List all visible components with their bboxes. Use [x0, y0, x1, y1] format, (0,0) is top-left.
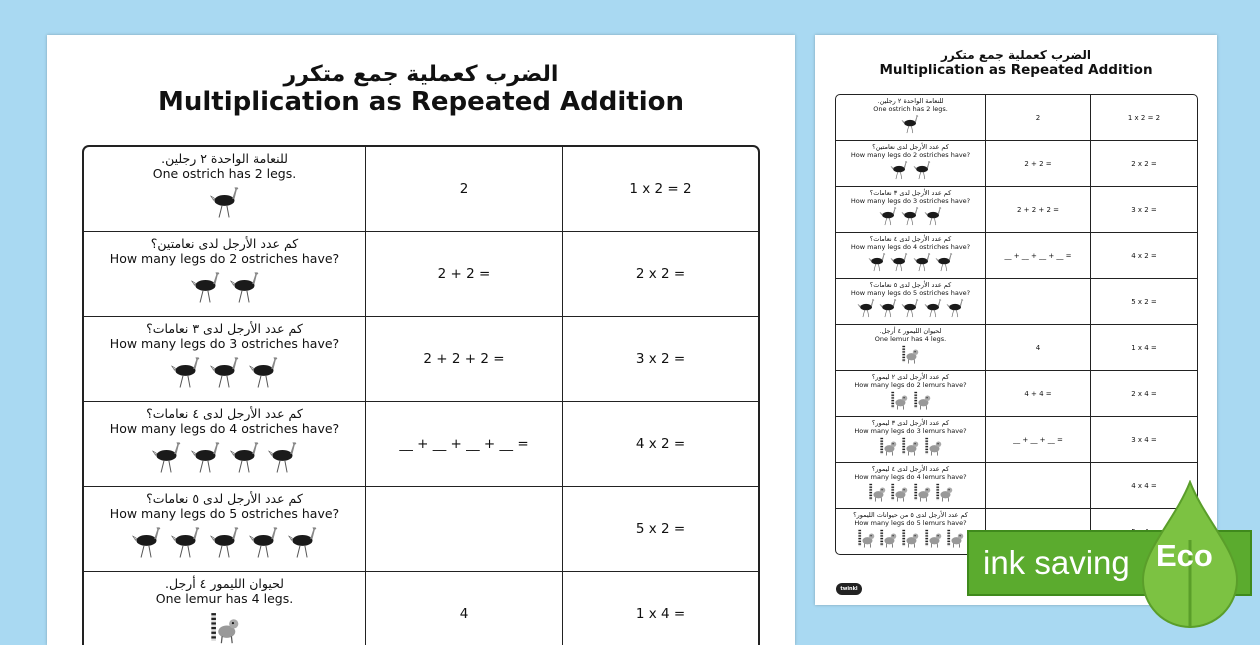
- ostrich-icon: [868, 252, 886, 272]
- preview-table-row: [836, 95, 1197, 141]
- question-cell: [84, 317, 366, 401]
- lemur-icon: [935, 482, 953, 502]
- question-arabic: كم عدد الأرجل لدى ٢ ليمور؟: [836, 373, 985, 381]
- preview-table-row: [836, 187, 1197, 233]
- ostrich-icon: [151, 440, 182, 474]
- question-arabic: للنعامة الواحدة ٢ رجلين.: [84, 151, 365, 166]
- question-cell: [836, 187, 986, 232]
- question-english: One lemur has 4 legs.: [84, 591, 365, 606]
- lemur-icon: [924, 436, 942, 456]
- multiplication-cell: 5 x 2 =: [1091, 279, 1197, 324]
- addition-cell: 4: [366, 572, 563, 645]
- ostrich-icon: [131, 525, 162, 559]
- question-english: One lemur has 4 legs.: [836, 335, 985, 343]
- addition-cell: [986, 463, 1091, 508]
- animal-illustrations: [836, 344, 985, 364]
- multiplication-cell: 2 x 4 =: [1091, 371, 1197, 416]
- question-arabic: كم عدد الأرجل لدى ٣ نعامات؟: [836, 189, 985, 197]
- question-arabic: كم عدد الأرجل لدى ٤ نعامات؟: [84, 406, 365, 421]
- multiplication-cell: 3 x 2 =: [563, 317, 758, 401]
- question-english: One ostrich has 2 legs.: [836, 105, 985, 113]
- lemur-icon: [901, 436, 919, 456]
- animal-illustrations: [836, 252, 985, 272]
- question-english: How many legs do 4 lemurs have?: [836, 473, 985, 481]
- table-row: [84, 232, 758, 317]
- question-arabic: كم عدد الأرجل لدى ٣ نعامات؟: [84, 321, 365, 336]
- addition-cell: [366, 487, 563, 571]
- ostrich-icon: [170, 525, 201, 559]
- preview-table-row: [836, 417, 1197, 463]
- preview-table-row: [836, 371, 1197, 417]
- ostrich-icon: [229, 440, 260, 474]
- ostrich-icon: [890, 160, 908, 180]
- question-cell: [84, 487, 366, 571]
- ostrich-icon: [924, 298, 942, 318]
- question-english: How many legs do 3 lemurs have?: [836, 427, 985, 435]
- lemur-icon: [879, 436, 897, 456]
- question-arabic: كم عدد الأرجل لدى ٣ ليمور؟: [836, 419, 985, 427]
- question-cell: [84, 572, 366, 645]
- ostrich-icon: [913, 252, 931, 272]
- question-arabic: كم عدد الأرجل لدى ٥ من حيوانات الليمور؟: [836, 511, 985, 519]
- animal-illustrations: [84, 270, 365, 304]
- lemur-icon: [890, 482, 908, 502]
- ink-saving-label: ink saving: [983, 544, 1130, 582]
- addition-cell: __ + __ + __ + __ =: [366, 402, 563, 486]
- animal-illustrations: [84, 525, 365, 559]
- animal-illustrations: [84, 440, 365, 474]
- animal-illustrations: [836, 390, 985, 410]
- question-english: One ostrich has 2 legs.: [84, 166, 365, 181]
- addition-cell: 2: [366, 147, 563, 231]
- ostrich-icon: [248, 525, 279, 559]
- preview-table-row: [836, 325, 1197, 371]
- question-cell: [836, 141, 986, 186]
- addition-cell: 2 + 2 =: [366, 232, 563, 316]
- multiplication-cell: 1 x 2 = 2: [1091, 95, 1197, 140]
- ostrich-icon: [209, 185, 240, 219]
- ostrich-icon: [190, 270, 221, 304]
- lemur-icon: [913, 390, 931, 410]
- multiplication-cell: 1 x 2 = 2: [563, 147, 758, 231]
- animal-illustrations: [84, 355, 365, 389]
- animal-illustrations: [836, 482, 985, 502]
- question-arabic: كم عدد الأرجل لدى ٤ ليمور؟: [836, 465, 985, 473]
- ostrich-icon: [913, 160, 931, 180]
- question-arabic: كم عدد الأرجل لدى ٥ نعامات؟: [836, 281, 985, 289]
- lemur-icon: [901, 344, 919, 364]
- ostrich-icon: [248, 355, 279, 389]
- ostrich-icon: [901, 114, 919, 134]
- ostrich-icon: [946, 298, 964, 318]
- question-cell: [836, 509, 986, 554]
- multiplication-cell: 3 x 2 =: [1091, 187, 1197, 232]
- question-arabic: كم عدد الأرجل لدى ٥ نعامات؟: [84, 491, 365, 506]
- addition-cell: 2: [986, 95, 1091, 140]
- preview-title-arabic: الضرب كعملية جمع متكرر: [815, 48, 1217, 62]
- animal-illustrations: [836, 298, 985, 318]
- eco-label: Eco: [1156, 538, 1213, 574]
- addition-cell: [986, 279, 1091, 324]
- question-arabic: كم عدد الأرجل لدى نعامتين؟: [836, 143, 985, 151]
- ostrich-icon: [924, 206, 942, 226]
- multiplication-cell: 4 x 2 =: [563, 402, 758, 486]
- animal-illustrations: [84, 610, 365, 644]
- ostrich-icon: [170, 355, 201, 389]
- question-english: How many legs do 3 ostriches have?: [84, 336, 365, 351]
- addition-cell: __ + __ + __ + __ =: [986, 233, 1091, 278]
- multiplication-cell: 2 x 2 =: [1091, 141, 1197, 186]
- multiplication-cell: 4 x 4 =: [1091, 463, 1197, 508]
- question-cell: [836, 463, 986, 508]
- question-arabic: لحيوان الليمور ٤ أرجل.: [836, 327, 985, 335]
- addition-cell: 4: [986, 325, 1091, 370]
- question-arabic: لحيوان الليمور ٤ أرجل.: [84, 576, 365, 591]
- ostrich-icon: [209, 525, 240, 559]
- ostrich-icon: [229, 270, 260, 304]
- ostrich-icon: [890, 252, 908, 272]
- lemur-icon: [890, 390, 908, 410]
- table-row: [84, 402, 758, 487]
- question-english: How many legs do 2 lemurs have?: [836, 381, 985, 389]
- table-row: [84, 147, 758, 232]
- lemur-icon: [857, 528, 875, 548]
- addition-cell: __ + __ + __ =: [986, 417, 1091, 462]
- question-cell: [836, 371, 986, 416]
- table-row: [84, 572, 758, 645]
- question-english: How many legs do 4 ostriches have?: [84, 421, 365, 436]
- preview-table-row: [836, 279, 1197, 325]
- ostrich-icon: [901, 206, 919, 226]
- multiplication-cell: 1 x 4 =: [563, 572, 758, 645]
- ostrich-icon: [901, 298, 919, 318]
- lemur-icon: [924, 528, 942, 548]
- table-row: [84, 317, 758, 402]
- lemur-icon: [879, 528, 897, 548]
- ostrich-icon: [935, 252, 953, 272]
- ostrich-icon: [857, 298, 875, 318]
- animal-illustrations: [836, 160, 985, 180]
- worksheet-page-main: [47, 35, 795, 645]
- lemur-icon: [209, 610, 240, 644]
- preview-title: Multiplication as Repeated Addition: [815, 62, 1217, 78]
- ostrich-icon: [190, 440, 221, 474]
- multiplication-cell: 5 x 2 =: [563, 487, 758, 571]
- page-title: Multiplication as Repeated Addition: [47, 87, 795, 117]
- ostrich-icon: [209, 355, 240, 389]
- question-english: How many legs do 3 ostriches have?: [836, 197, 985, 205]
- question-english: How many legs do 5 lemurs have?: [836, 519, 985, 527]
- multiplication-cell: 3 x 4 =: [1091, 417, 1197, 462]
- question-cell: [836, 95, 986, 140]
- twinkl-logo: twinkl: [836, 583, 862, 595]
- question-cell: [836, 417, 986, 462]
- question-cell: [84, 147, 366, 231]
- table-row: [84, 487, 758, 572]
- question-english: How many legs do 2 ostriches have?: [836, 151, 985, 159]
- worksheet-table: [82, 145, 760, 645]
- question-cell: [836, 279, 986, 324]
- page-title-arabic: الضرب كعملية جمع متكرر: [47, 63, 795, 87]
- lemur-icon: [901, 528, 919, 548]
- animal-illustrations: [836, 114, 985, 134]
- animal-illustrations: [836, 528, 985, 548]
- question-cell: [84, 402, 366, 486]
- question-cell: [84, 232, 366, 316]
- question-arabic: للنعامة الواحدة ٢ رجلين.: [836, 97, 985, 105]
- ostrich-icon: [267, 440, 298, 474]
- question-cell: [836, 325, 986, 370]
- question-english: How many legs do 5 ostriches have?: [836, 289, 985, 297]
- question-arabic: كم عدد الأرجل لدى ٤ نعامات؟: [836, 235, 985, 243]
- lemur-icon: [868, 482, 886, 502]
- lemur-icon: [913, 482, 931, 502]
- question-cell: [836, 233, 986, 278]
- animal-illustrations: [84, 185, 365, 219]
- question-arabic: كم عدد الأرجل لدى نعامتين؟: [84, 236, 365, 251]
- addition-cell: 2 + 2 =: [986, 141, 1091, 186]
- multiplication-cell: 1 x 4 =: [1091, 325, 1197, 370]
- question-english: How many legs do 2 ostriches have?: [84, 251, 365, 266]
- preview-table-row: [836, 141, 1197, 187]
- ostrich-icon: [879, 206, 897, 226]
- addition-cell: 4 + 4 =: [986, 371, 1091, 416]
- ostrich-icon: [879, 298, 897, 318]
- lemur-icon: [946, 528, 964, 548]
- animal-illustrations: [836, 436, 985, 456]
- question-english: How many legs do 5 ostriches have?: [84, 506, 365, 521]
- multiplication-cell: 2 x 2 =: [563, 232, 758, 316]
- multiplication-cell: 4 x 2 =: [1091, 233, 1197, 278]
- addition-cell: 2 + 2 + 2 =: [986, 187, 1091, 232]
- addition-cell: 2 + 2 + 2 =: [366, 317, 563, 401]
- animal-illustrations: [836, 206, 985, 226]
- preview-table-row: [836, 233, 1197, 279]
- ostrich-icon: [287, 525, 318, 559]
- question-english: How many legs do 4 ostriches have?: [836, 243, 985, 251]
